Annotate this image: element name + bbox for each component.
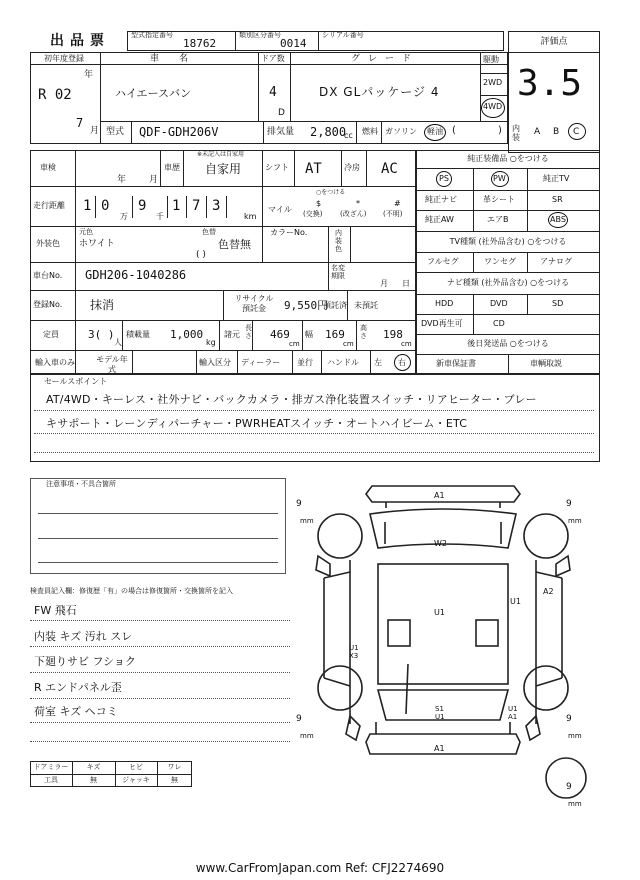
- legend-header-1: ドアミラー: [33, 763, 69, 771]
- doors-value: 4: [269, 85, 277, 100]
- interior-b: B: [553, 127, 560, 137]
- mileage-sen: 千: [156, 212, 164, 221]
- dims-label: 諸元: [224, 330, 240, 339]
- note-item-4: R エンドパネル歪: [34, 681, 122, 694]
- later-shipping-label: 後日発送品 ○をつける: [467, 339, 549, 348]
- mileage-exchange: (交換): [303, 210, 323, 218]
- legend-header-4: ワレ: [167, 763, 182, 771]
- tread-rear-right-unit: mm: [568, 732, 582, 740]
- mileage-man: 万: [120, 212, 128, 221]
- inspector-label: 検査員記入欄：修復歴「有」の場合は修復箇所・交換箇所を記入: [30, 587, 233, 595]
- capacity-value: 3( ): [88, 328, 115, 341]
- grade-value: DX GLパッケージ 4: [319, 85, 440, 99]
- navi-dvd-play: DVD再生可: [421, 319, 463, 328]
- legend-value-1: 工具: [44, 776, 58, 784]
- legend-header-3: ヒビ: [129, 763, 143, 771]
- year-unit: 年: [84, 70, 94, 80]
- height-value: 198: [383, 328, 403, 341]
- tv-analog: アナログ: [540, 257, 572, 266]
- tread-rear-right: 9: [566, 714, 572, 724]
- tv-type-label: TV種類 (社外品含む) ○をつける: [449, 237, 567, 246]
- displacement-unit: cc: [344, 131, 353, 140]
- model-cert-label: 型式指定番号: [131, 31, 173, 39]
- import-type-label: 輸入区分: [199, 358, 231, 367]
- recycle-paid: 預託済: [323, 301, 347, 310]
- door-suffix: D: [278, 108, 285, 118]
- first-reg-label: 初年度登録: [44, 54, 84, 63]
- equip-leather: 革シート: [483, 195, 515, 204]
- import-label: 輸入車のみ: [35, 358, 75, 367]
- tv-fullseg: フルセグ: [427, 257, 459, 266]
- mark-front-bumper: A1: [434, 491, 445, 500]
- interior-c: C: [573, 127, 580, 137]
- shift-label: シフト: [265, 163, 289, 172]
- capacity-label: 定員: [43, 330, 59, 339]
- sheet-title: 出品票: [50, 33, 110, 49]
- car-name: ハイエースバン: [115, 87, 192, 100]
- note-item-1: FW 飛石: [34, 604, 77, 617]
- first-reg-year: R 02: [38, 87, 72, 103]
- inspection-month-unit: 月: [149, 175, 159, 185]
- score-label: 評価点: [540, 37, 568, 47]
- mileage-tamper-sym: *: [356, 199, 360, 208]
- tread-front-right-unit: mm: [568, 517, 582, 525]
- mark-rear-right-1: U1: [508, 705, 518, 713]
- recycle-value: 9,550円: [284, 299, 329, 312]
- equip-abs: ABS: [550, 215, 566, 224]
- color-change-label: 色替: [202, 228, 216, 236]
- handle-left: 左: [374, 358, 382, 367]
- usage-note: ※未記入は自家用: [197, 151, 245, 158]
- tread-rear-left: 9: [296, 714, 302, 724]
- mileage-digit-4: 1: [172, 198, 181, 214]
- displacement-label: 排気量: [267, 127, 295, 137]
- type-label: 型式: [106, 127, 125, 137]
- inspection-year-unit: 年: [117, 175, 127, 185]
- category-label: 類別区分番号: [239, 31, 281, 39]
- grade-label: グレード: [350, 54, 419, 64]
- first-reg-month: 7: [76, 116, 84, 130]
- tv-oneseg: ワンセグ: [484, 257, 516, 266]
- load-unit: kg: [206, 338, 216, 347]
- height-unit: cm: [401, 340, 412, 348]
- mark-right-side: A2: [543, 587, 554, 596]
- sales-point-label: セールスポイント: [44, 377, 108, 386]
- later-warranty: 新車保証書: [436, 359, 476, 368]
- orig-color-value: ホワイト: [79, 239, 115, 249]
- usage-label: 車歴: [164, 163, 180, 172]
- note-item-2: 内装 キズ 汚れ スレ: [34, 630, 133, 643]
- sales-line-2: キサポート・レーンディパーチャー・PWRHEATスイッチ・オートハイビーム・ETC: [46, 417, 468, 430]
- car-body-outline: [290, 478, 600, 808]
- fuel-diesel: 軽油: [427, 127, 443, 136]
- equip-navi: 純正ナビ: [425, 195, 457, 204]
- mark-roof: U1: [434, 608, 445, 617]
- interior-color-label: 内装色: [335, 229, 342, 253]
- car-name-label: 車名: [149, 54, 208, 64]
- chassis-value: GDH206-1040286: [85, 268, 187, 282]
- equip-sr: SR: [552, 195, 563, 204]
- length-label: 長さ: [245, 324, 252, 340]
- load-label: 積載量: [126, 330, 150, 339]
- mileage-unknown: (不明): [383, 210, 403, 218]
- equip-tv: 純正TV: [543, 174, 570, 183]
- inspection-label: 車検: [40, 163, 56, 172]
- category-value: 0014: [280, 37, 307, 50]
- navi-dvd: DVD: [490, 299, 508, 308]
- color-label: 外装色: [36, 239, 60, 248]
- drive-4wd: 4WD: [483, 102, 503, 111]
- shift-value: AT: [305, 161, 322, 177]
- note-item-5: 荷室 キズ ヘコミ: [34, 705, 118, 718]
- mileage-digit-3: 9: [138, 198, 147, 214]
- height-label: 高さ: [360, 324, 367, 340]
- chassis-label: 車台No.: [33, 271, 63, 280]
- mileage-digit-2: 0: [101, 198, 110, 214]
- navi-hdd: HDD: [435, 299, 454, 308]
- equip-pw: PW: [493, 174, 506, 183]
- ac-label: 冷房: [344, 163, 360, 172]
- mark-rear-bumper: A1: [434, 744, 445, 753]
- mark-rear-center-1: S1: [435, 705, 444, 713]
- note-item-3: 下廻りサビ フショク: [34, 655, 136, 668]
- capacity-unit: 人: [114, 338, 122, 347]
- tread-rear-left-unit: mm: [300, 732, 314, 740]
- displacement-value: 2,800: [310, 125, 347, 139]
- tread-front-left-unit: mm: [300, 517, 314, 525]
- mark-windshield: W2: [434, 539, 447, 548]
- fuel-gasoline: ガソリン: [385, 127, 417, 136]
- interior-label: 内装: [512, 124, 520, 142]
- score-value: 3.5: [517, 63, 583, 104]
- mileage-mile: マイル: [268, 205, 292, 214]
- navi-type-label: ナビ種類 (社外品含む) ○をつける: [446, 278, 570, 287]
- equip-ps: PS: [439, 174, 449, 183]
- legend-value-2: 無: [90, 776, 97, 784]
- tread-front-right: 9: [566, 499, 572, 509]
- length-value: 469: [270, 328, 290, 341]
- name-change-day-unit: 日: [402, 279, 410, 288]
- color-change-value: 色替無: [218, 238, 251, 251]
- recycle-unpaid: 未預託: [354, 301, 378, 310]
- doors-label: ドア数: [261, 54, 285, 63]
- model-code: QDF-GDH206V: [139, 125, 219, 139]
- ac-value: AC: [381, 161, 398, 177]
- import-dealer: ディーラー: [241, 358, 281, 367]
- name-change-month-unit: 月: [380, 279, 388, 288]
- equip-aw: 純正AW: [425, 215, 454, 224]
- legend-value-4: 無: [171, 776, 178, 784]
- navi-cd: CD: [493, 319, 505, 328]
- mileage-tamper: (改ざん): [340, 210, 367, 218]
- notes-label: 注意事項・不具合箇所: [46, 480, 116, 488]
- recycle-label: リサイクル預託金: [234, 294, 274, 313]
- drive-label: 駆動: [483, 55, 499, 64]
- month-unit: 月: [90, 126, 100, 136]
- mileage-unknown-sym: #: [394, 199, 401, 208]
- mark-left-rear-2: X3: [349, 652, 359, 660]
- import-parallel: 並行: [297, 358, 313, 367]
- mark-right-door: U1: [510, 597, 521, 606]
- width-unit: cm: [343, 340, 354, 348]
- handle-right: 右: [398, 358, 406, 367]
- mileage-digit-6: 3: [212, 198, 221, 214]
- tread-spare: 9: [566, 782, 572, 792]
- legend-value-3: ジャッキ: [122, 776, 150, 784]
- tread-front-left: 9: [296, 499, 302, 509]
- mark-left-rear-1: U1: [349, 644, 359, 652]
- later-manual: 車輌取説: [530, 359, 562, 368]
- name-change-label: 名変期限: [331, 264, 345, 280]
- orig-color-label: 元色: [79, 228, 93, 236]
- fuel-label: 燃料: [362, 127, 378, 136]
- legend-header-2: キズ: [86, 763, 101, 771]
- colorno-label: カラーNo.: [270, 228, 308, 237]
- reg-no-label: 登録No.: [33, 300, 63, 309]
- navi-sd: SD: [552, 299, 564, 308]
- mileage-digit-1: 1: [83, 198, 92, 214]
- footer-watermark: www.CarFromJapan.com Ref: CFJ2274690: [195, 861, 445, 875]
- tread-spare-unit: mm: [568, 800, 582, 808]
- mileage-label: 走行距離: [33, 201, 65, 210]
- width-label: 幅: [305, 330, 313, 339]
- notes-box: [30, 478, 286, 574]
- serial-label: シリアル番号: [322, 31, 364, 39]
- sales-line-1: AT/4WD・キーレス・社外ナビ・バックカメラ・排ガス浄化装置スイッチ・リアヒーター・ブレー: [46, 393, 537, 406]
- color-paren: ( ): [196, 250, 206, 260]
- usage-value: 自家用: [205, 162, 242, 176]
- model-year-label: モデル年式: [96, 355, 128, 374]
- handle-label: ハンドル: [327, 358, 359, 367]
- mark-rear-right-2: A1: [508, 713, 518, 721]
- equip-airbag: エアB: [487, 215, 509, 224]
- mileage-digit-5: 7: [192, 198, 201, 214]
- length-unit: cm: [289, 340, 300, 348]
- width-value: 169: [325, 328, 345, 341]
- model-cert-value: 18762: [183, 37, 217, 50]
- mileage-km: km: [244, 212, 257, 221]
- reg-no-value: 抹消: [90, 298, 115, 312]
- interior-a: A: [534, 127, 541, 137]
- drive-2wd: 2WD: [483, 78, 503, 87]
- mileage-exchange-sym: $: [316, 199, 322, 208]
- factory-equipment-label: 純正装備品 ○をつける: [467, 154, 549, 163]
- mark-rear-center-2: U1: [435, 713, 445, 721]
- load-value: 1,000: [170, 328, 204, 341]
- mileage-circle-note: ○をつける: [316, 189, 346, 196]
